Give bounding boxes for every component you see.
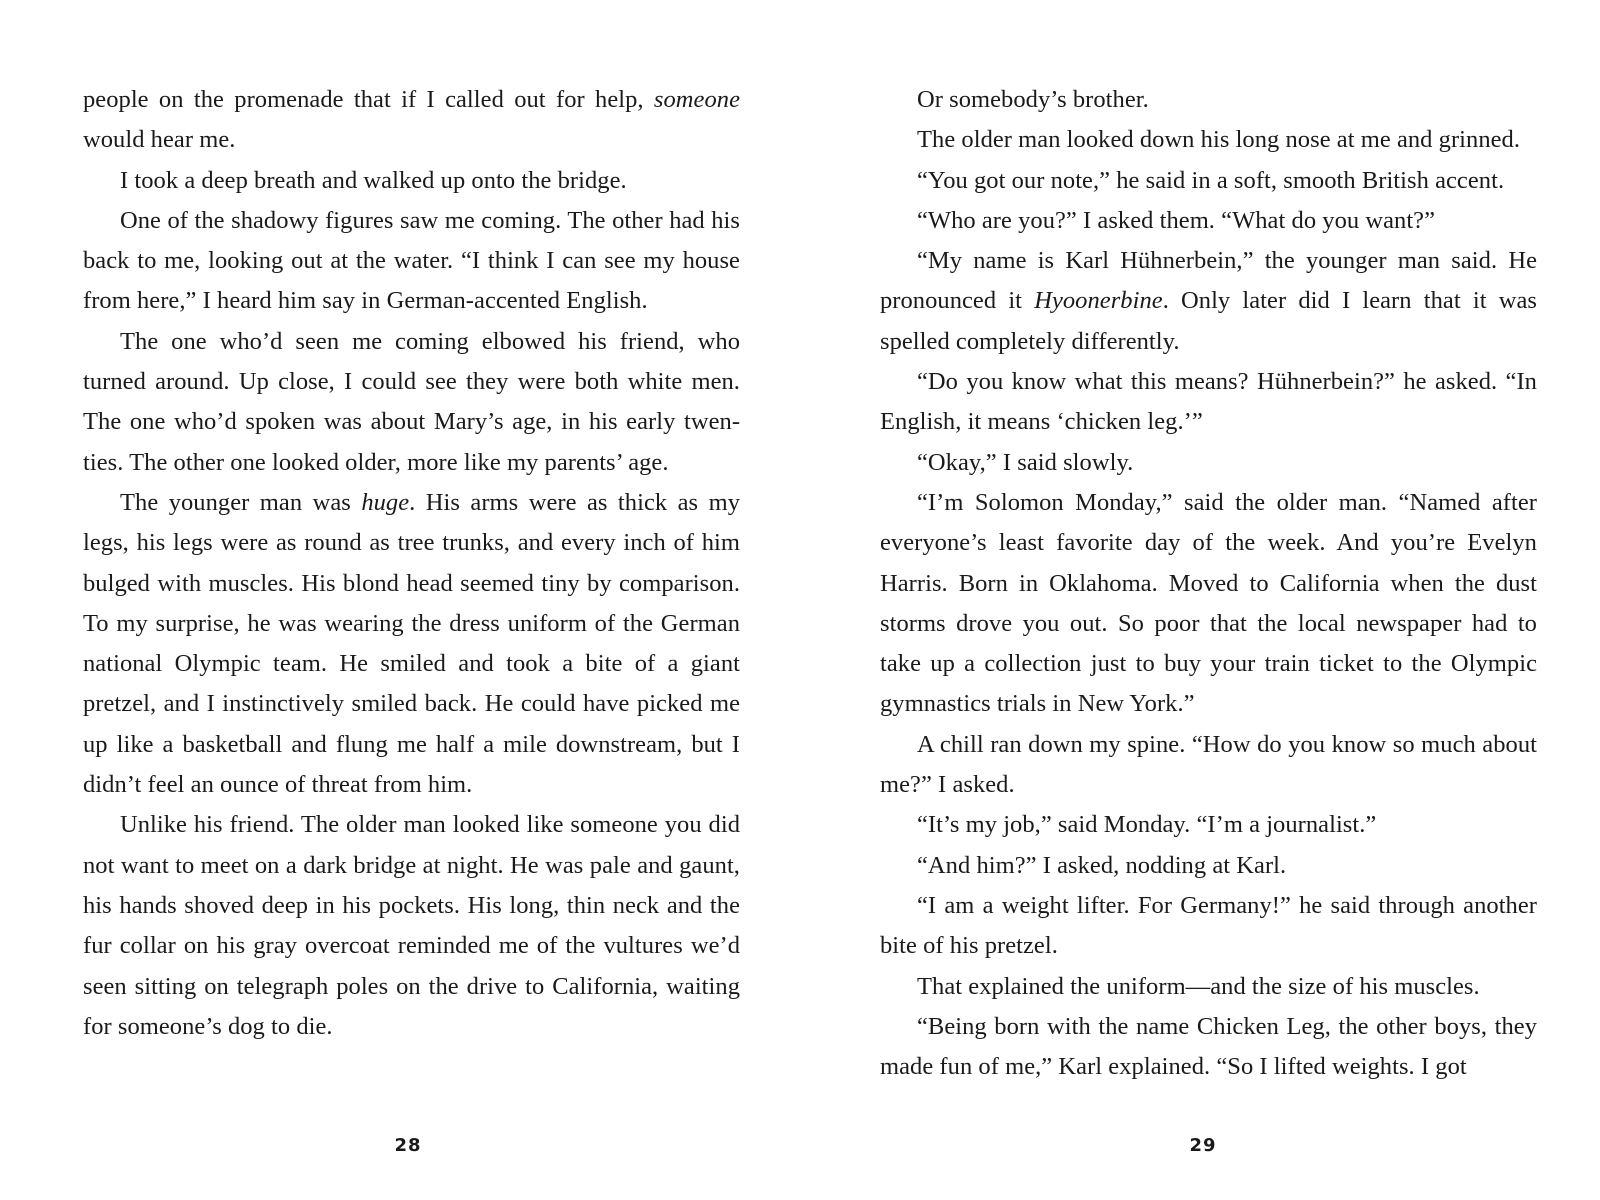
- left-paragraph-6: [83, 805, 740, 1047]
- left-paragraph-4: [83, 322, 740, 483]
- text-span: “Do you know what this means? Hühnerbein?” he asked. “In English, it means ‘chicken leg.’”: [880, 368, 1537, 436]
- left-page: [83, 80, 740, 1140]
- text-span: “I am a weight lifter. For Germany!” he said through another bite of his pretzel.: [880, 891, 1537, 960]
- left-paragraph-3: [83, 201, 740, 322]
- text-span: Unlike his friend. The older man looked like someone you did not want to meet on a dark bridge at night. He was pale and gaunt, his hands shoved deep in his pockets. His long, thin neck and the fur collar on his gray overcoat reminded me of the vultures we’d seen sitting on telegraph poles on the drive to California, waiting for someone’s dog to die.: [83, 811, 740, 1040]
- text-span: would hear me.: [83, 126, 236, 154]
- text-span: I took a deep breath and walked up onto the bridge.: [120, 166, 627, 194]
- right-paragraph-11: [880, 846, 1537, 886]
- left-paragraph-1: [83, 80, 740, 161]
- right-paragraph-14: [880, 1007, 1537, 1088]
- right-paragraph-12: [880, 886, 1537, 967]
- page-number-left: 28: [394, 1135, 422, 1156]
- text-span: One of the shadowy figures saw me coming. The other had his back to me, looking out at the water. “I think I can see my house from here,” I heard him say in German-accented English.: [83, 206, 740, 315]
- text-span: The one who’d seen me coming elbowed his friend, who turned around. Up close, I could see they were both white men. The one who’d spoken was about Mary’s age, in his early twenties. The other one looked older, more like my parents’ age.: [83, 327, 740, 476]
- right-page: [880, 80, 1537, 1140]
- text-span: The younger man was: [120, 488, 362, 516]
- right-paragraph-1: [880, 80, 1537, 120]
- text-span: “Okay,” I said slowly.: [917, 448, 1134, 476]
- text-span: “And him?” I asked, nodding at Karl.: [917, 851, 1287, 879]
- right-paragraph-5: [880, 241, 1537, 362]
- text-span: people on the promenade that if I called out for help,: [83, 86, 654, 113]
- page-number-right: 29: [1189, 1135, 1217, 1156]
- text-span: “It’s my job,” said Monday. “I’m a journalist.”: [917, 811, 1377, 839]
- right-paragraph-9: [880, 725, 1537, 806]
- right-paragraph-7: [880, 443, 1537, 483]
- text-span: The older man looked down his long nose at me and grinned.: [917, 126, 1521, 154]
- right-paragraph-13: [880, 967, 1537, 1007]
- right-paragraph-4: [880, 201, 1537, 241]
- text-span: A chill ran down my spine. “How do you know so much about me?” I asked.: [880, 730, 1537, 799]
- text-span: “Being born with the name Chicken Leg, the other boys, they made fun of me,” Karl explained. “So I lifted weights. I got: [880, 1012, 1537, 1081]
- right-paragraph-10: [880, 805, 1537, 845]
- text-span: . His arms were as thick as my legs, his legs were as round as tree trunks, and every inch of him bulged with muscles. His blond head seemed tiny by comparison. To my surprise, he was wearing the dress uniform of the German national Olympic team. He smiled and took a bite of a giant pretzel, and I instinctively smiled back. He could have picked me up like a basketball and flung me half a mile downstream, but I didn’t feel an ounce of threat from him.: [83, 488, 741, 799]
- left-paragraph-2: [83, 161, 740, 201]
- right-paragraph-2: [880, 120, 1537, 160]
- italic-text: huge: [361, 488, 410, 516]
- italic-text: Hyoonerbine: [1034, 287, 1163, 315]
- right-paragraph-3: [880, 161, 1537, 201]
- right-paragraph-6: [880, 362, 1537, 443]
- text-span: That explained the uniform—and the size of his muscles.: [917, 972, 1480, 1000]
- right-paragraph-8: [880, 483, 1537, 725]
- text-span: “You got our note,” he said in a soft, smooth British accent.: [917, 166, 1505, 194]
- text-span: Or somebody’s brother.: [917, 86, 1149, 113]
- left-paragraph-5: [83, 483, 740, 805]
- text-span: “Who are you?” I asked them. “What do you want?”: [917, 206, 1436, 234]
- italic-text: someone: [653, 86, 740, 113]
- text-span: “I’m Solomon Monday,” said the older man. “Named after everyone’s least favorite day of the week. And you’re Evelyn Harris. Born in Oklahoma. Moved to California when the dust storms drove you out. So poor that the local newspaper had to take up a collection just to buy your train ticket to the Olympic gymnastics trials in New York.”: [880, 488, 1537, 718]
- text-span: . Only later did I learn that it was spelled completely differently.: [880, 287, 1537, 355]
- text-span: “My name is Karl Hühnerbein,” the younger man said. He pronounced it: [880, 247, 1537, 315]
